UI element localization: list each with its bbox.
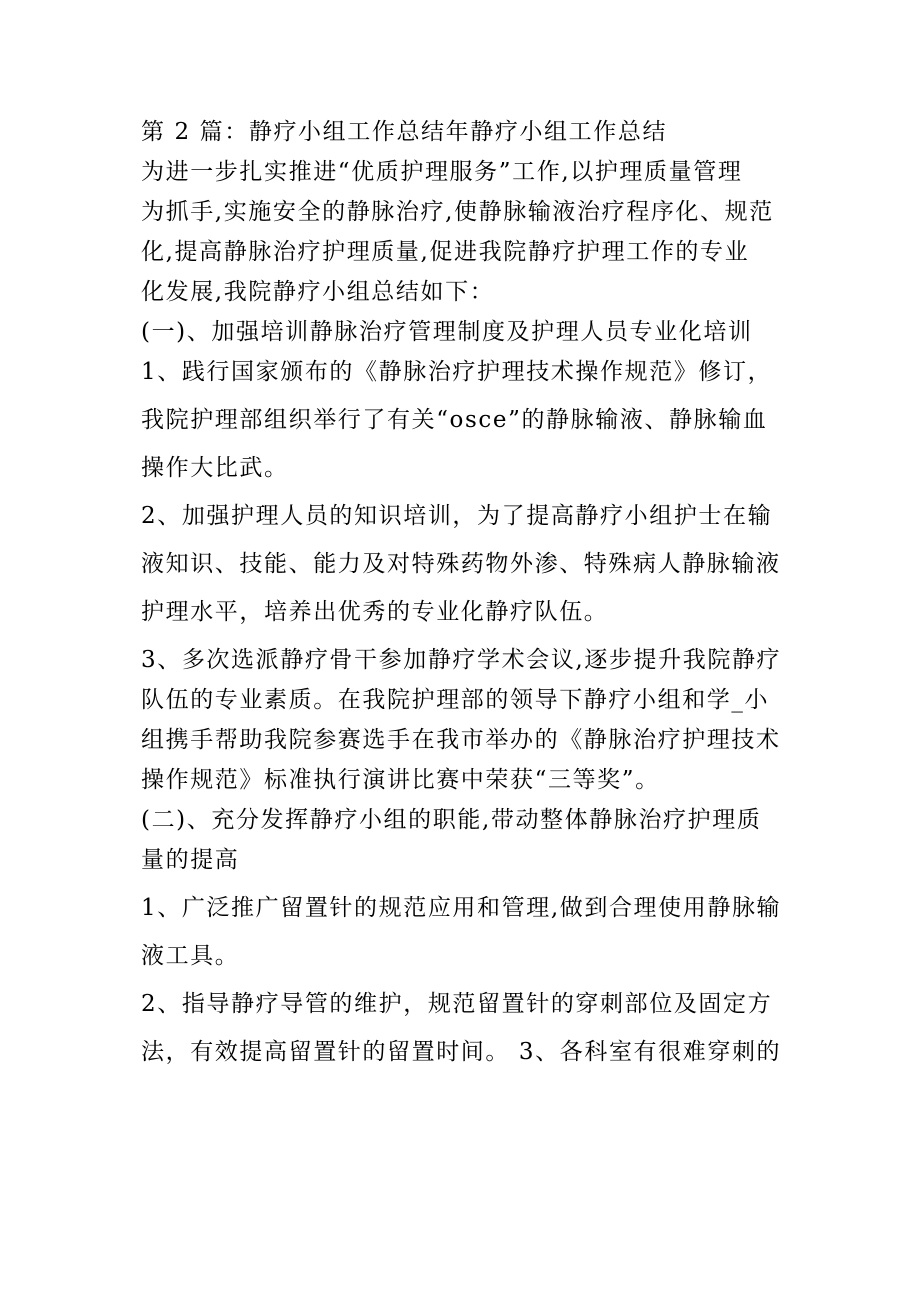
text-line: 为抓手,实施安全的静脉治疗,使静脉输液治疗程序化、规范 xyxy=(141,199,774,225)
text-line: 化发展,我院静疗小组总结如下： xyxy=(141,279,495,305)
text-line: 液知识、技能、能力及对特殊药物外渗、特殊病人静脉输液 xyxy=(141,551,781,577)
document-body xyxy=(141,112,791,1072)
text-line: 队伍的专业素质。在我院护理部的领导下静疗小组和学_小 xyxy=(141,687,770,713)
text-line: 操作大比武。 xyxy=(141,455,289,481)
text-line: 化,提高静脉治疗护理质量,促进我院静疗护理工作的专业 xyxy=(141,239,750,265)
text-line: 3、多次选派静疗骨干参加静疗学术会议,逐步提升我院静疗 xyxy=(141,647,782,673)
text-line: 法，有效提高留置针的留置时间。 3、各科室有很难穿刺的 xyxy=(141,1039,782,1065)
text-line: 液工具。 xyxy=(141,943,240,969)
text-line: 为进一步扎实推进“优质护理服务”工作,以护理质量管理 xyxy=(141,159,743,185)
section-heading: (一)、加强培训静脉治疗管理制度及护理人员专业化培训 xyxy=(141,319,753,345)
text-line: 护理水平，培养出优秀的专业化静疗队伍。 xyxy=(141,599,609,625)
text-line: 组携手帮助我院参赛选手在我市举办的《静脉治疗护理技术 xyxy=(141,727,781,753)
text-line: 量的提高 xyxy=(141,847,240,873)
section-heading: (二)、充分发挥静疗小组的职能,带动整体静脉治疗护理质 xyxy=(141,807,762,833)
document-heading: 第 2 篇：静疗小组工作总结年静疗小组工作总结 xyxy=(141,119,668,145)
text-line: 2、指导静疗导管的维护，规范留置针的穿刺部位及固定方 xyxy=(141,991,773,1017)
text-line: 我院护理部组织举行了有关“osce”的静脉输液、静脉输血 xyxy=(141,407,768,433)
text-line: 1、践行国家颁布的《静脉治疗护理技术操作规范》修订， xyxy=(141,359,773,385)
text-line: 操作规范》标准执行演讲比赛中荣获“三等奖”。 xyxy=(141,767,660,793)
text-line: 2、加强护理人员的知识培训，为了提高静疗小组护士在输 xyxy=(141,503,773,529)
text-line: 1、广泛推广留置针的规范应用和管理,做到合理使用静脉输 xyxy=(141,895,782,921)
